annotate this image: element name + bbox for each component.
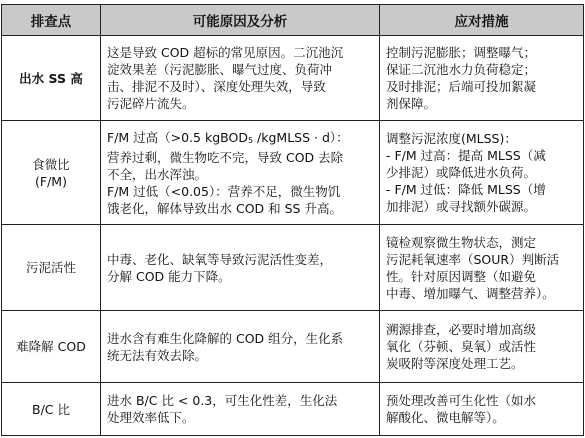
table-row [2,36,584,121]
header-measure: 应对措施 [380,5,584,36]
cause-line [107,129,373,149]
cause-line: 分解 COD 能力下降。 [107,268,231,284]
measure-line: 预处理改善可生化性（如水 [386,393,537,408]
cause-line: 污泥碎片流失。 [107,96,195,111]
row-cause [101,311,380,383]
measure-line: 污泥耗氧速率（SOUR）判断活 [386,251,560,267]
table-row [2,311,584,383]
row-measure [380,311,584,383]
row-cause [101,225,380,311]
measure-line: 少排泥）或降低进水负荷。 [386,165,537,180]
row-item: B/C 比 [2,383,101,436]
cause-line: 营养过剩，微生物吃不完，导致 COD 去除 [107,149,344,165]
header-cause: 可能原因及分析 [101,5,380,36]
fm-high-suffix: /kgMLSS · d）： [253,129,349,145]
row-item-line: 食微比 [32,156,70,172]
measure-line: 炭吸附等深度处理工艺。 [386,356,524,371]
header-row [2,5,584,36]
cause-line: 中毒、老化、缺氧等导致污泥活性变差， [107,251,333,267]
measure-line: 控制污泥膨胀；调整曝气； [386,45,537,60]
cause-line: 不全，出水浑浊。 [107,166,208,182]
cause-line: F/M 过低（<0.05）：营养不足，微生物饥 [107,183,341,199]
measure-line: 镜检观察微生物状态，测定 [386,234,537,250]
measure-line: 剂保障。 [386,96,437,111]
cause-line: 统无法有效去除。 [107,347,208,363]
cause-line: 饿老化，解体导致出水 COD 和 SS 升高。 [107,200,342,216]
row-cause [101,121,380,225]
measure-line: 性。针对原因调整（如避免 [386,268,537,284]
cause-line: 进水 B/C 比 < 0.3，可生化性差，生化法 [107,393,338,408]
measure-line: - F/M 过低：降低 MLSS（增 [386,182,546,197]
cause-line: 这是导致 COD 超标的常见原因。二沉池沉 [107,45,344,60]
measure-line: 保证二沉池水力负荷稳定； [386,62,537,77]
row-item: 污泥活性 [2,225,101,311]
table-row [2,383,584,436]
measure-line: 氧化（芬顿、臭氧）或活性 [386,339,537,354]
row-measure [380,383,584,436]
cause-line: 处理效率低下。 [107,410,195,425]
row-item: 出水 SS 高 [2,36,101,121]
measure-line: 解酸化、微电解等）。 [386,410,505,425]
row-measure [380,36,584,121]
cause-line: 击、排泥不及时）、深度处理失效，导致 [107,79,326,94]
measure-line: - F/M 过高：提高 MLSS（减 [386,148,546,163]
row-cause [101,383,380,436]
measure-line: 溯源排查，必要时增加高级 [386,322,537,337]
fm-high-prefix: F/M 过高（>0.5 kgBOD [107,129,248,145]
bod-subscript: 5 [247,135,254,145]
measure-line: 加排泥）或寻找额外碳源。 [386,199,537,214]
row-cause [101,36,380,121]
measure-line: 中毒、增加曝气、调整营养）。 [386,285,555,301]
measure-line: 及时排泥；后端可投加絮凝 [386,79,537,94]
table-row [2,225,584,311]
troubleshooting-table [1,4,584,436]
cause-line: 淀效果差（污泥膨胀、曝气过度、负荷冲 [107,62,333,77]
table-row [2,121,584,225]
header-item: 排查点 [2,5,101,36]
measure-line: 调整污泥浓度(MLSS)： [386,131,517,146]
row-item-line: (F/M) [35,173,67,189]
row-item: 难降解 COD [2,311,101,383]
row-item [2,121,101,225]
cause-line: 进水含有难生化降解的 COD 组分，生化系 [107,330,344,346]
row-measure [380,121,584,225]
row-measure [380,225,584,311]
